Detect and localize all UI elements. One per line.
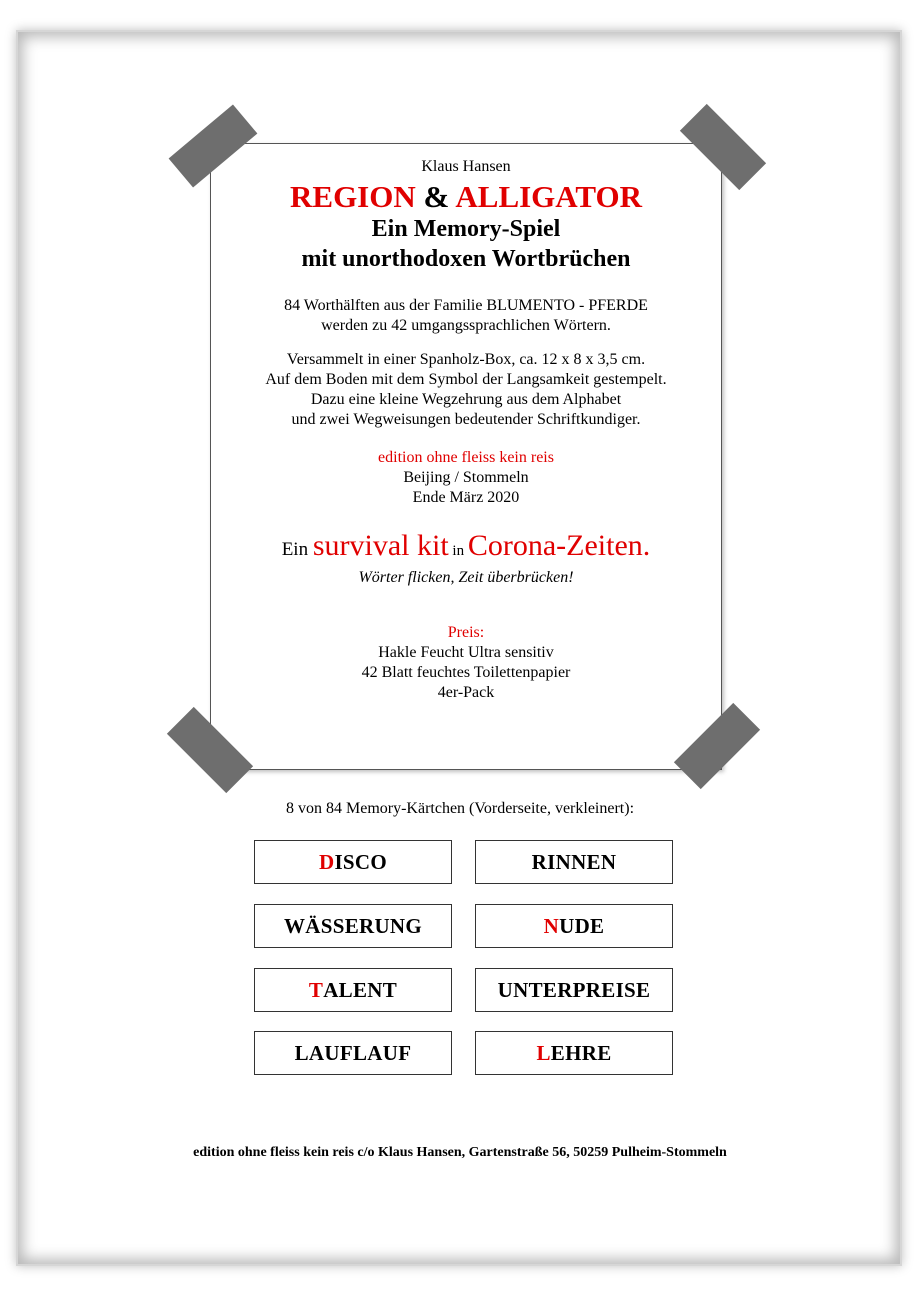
slogan-ein: Ein (281, 539, 313, 560)
price-line1: Hakle Feucht Ultra sensitiv (378, 644, 554, 661)
edition-name: edition ohne fleiss kein reis (378, 449, 554, 466)
para2-line2: Auf dem Boden mit dem Symbol der Langsamkeit gestempelt. (265, 371, 667, 388)
subtitle-line2: mit unorthodoxen Wortbrüchen (301, 246, 631, 272)
price-line3: 4er-Pack (437, 684, 495, 701)
title-alligator: ALLIGATOR (455, 179, 642, 214)
card-first-letter: T (308, 977, 324, 1002)
memory-card (254, 904, 452, 948)
subtitle-line1: Ein Memory-Spiel (371, 216, 561, 242)
date: Ende März 2020 (412, 489, 520, 506)
card-rest: EHRE (550, 1040, 612, 1065)
card-rest: UNTERPREISE (497, 977, 651, 1002)
title (211, 180, 721, 214)
para1-line1: 84 Worthälften aus der Familie BLUMENTO - PFERDE (284, 297, 648, 314)
card-rest: LAUFLAUF (294, 1040, 412, 1065)
memory-card (254, 840, 452, 884)
card-rest: WÄSSERUNG (283, 913, 423, 938)
memory-card (254, 968, 452, 1012)
footer-address: edition ohne fleiss kein reis c/o Klaus Hansen, Gartenstraße 56, 50259 Pulheim-Stommeln (193, 1145, 727, 1160)
author: Klaus Hansen (421, 158, 511, 175)
slogan-survival-kit: survival kit (312, 529, 449, 562)
para1-line2: werden zu 42 umgangssprachlichen Wörtern. (321, 317, 611, 334)
card-first-letter: L (536, 1040, 551, 1065)
place: Beijing / Stommeln (403, 469, 529, 486)
card-rest: ALENT (323, 977, 398, 1002)
memory-card (475, 968, 673, 1012)
tagline: Wörter flicken, Zeit überbrücken! (358, 569, 574, 586)
card-first-letter: D (318, 849, 335, 874)
card-rest: ISCO (334, 849, 388, 874)
title-ampersand: & (415, 179, 456, 214)
para2-line1: Versammelt in einer Spanholz-Box, ca. 12 x 8 x 3,5 cm. (286, 351, 646, 368)
slogan (211, 528, 721, 569)
slogan-corona: Corona-Zeiten. (467, 529, 651, 562)
card-first-letter: N (543, 913, 560, 938)
memory-card (254, 1031, 452, 1075)
para2-line4: und zwei Wegweisungen bedeutender Schriftkundiger. (291, 411, 641, 428)
para2-line3: Dazu eine kleine Wegzehrung aus dem Alphabet (310, 391, 622, 408)
card-rest: UDE (559, 913, 605, 938)
cards-caption: 8 von 84 Memory-Kärtchen (Vorderseite, verkleinert): (285, 800, 635, 817)
slogan-in: in (448, 543, 468, 559)
price-label: Preis: (447, 624, 485, 641)
memory-card (475, 904, 673, 948)
card-rest: RINNEN (531, 849, 617, 874)
flyer-note (210, 143, 722, 770)
title-region: REGION (290, 179, 416, 214)
memory-card (475, 840, 673, 884)
memory-card (475, 1031, 673, 1075)
price-line2: 42 Blatt feuchtes Toilettenpapier (361, 664, 571, 681)
